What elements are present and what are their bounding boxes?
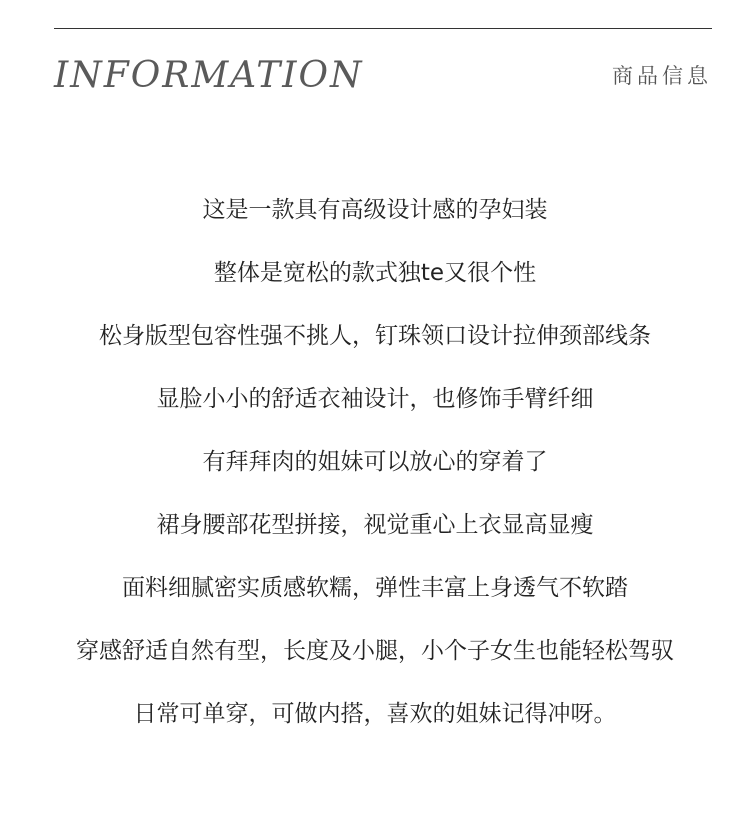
description-line: 有拜拜肉的姐妹可以放心的穿着了 <box>202 449 548 475</box>
description-line: 显脸小小的舒适衣袖设计，也修饰手臂纤细 <box>156 386 594 412</box>
description-line: 穿感舒适自然有型，长度及小腿，小个子女生也能轻松驾驭 <box>76 638 674 664</box>
section-subtitle: 商品信息 <box>612 64 712 88</box>
description-line: 裙身腰部花型拼接，视觉重心上衣显高显瘦 <box>156 512 594 538</box>
description-line: 整体是宽松的款式独te又很个性 <box>213 260 537 286</box>
product-description <box>0 188 750 755</box>
top-divider <box>54 28 712 29</box>
description-line: 这是一款具有高级设计感的孕妇装 <box>202 197 548 223</box>
section-title: INFORMATION <box>54 55 364 96</box>
description-line: 松身版型包容性强不挑人，钉珠领口设计拉伸颈部线条 <box>99 323 651 349</box>
description-line: 日常可单穿，可做内搭，喜欢的姐妹记得冲呀。 <box>133 701 617 727</box>
description-line: 面料细腻密实质感软糯，弹性丰富上身透气不软踏 <box>122 575 628 601</box>
